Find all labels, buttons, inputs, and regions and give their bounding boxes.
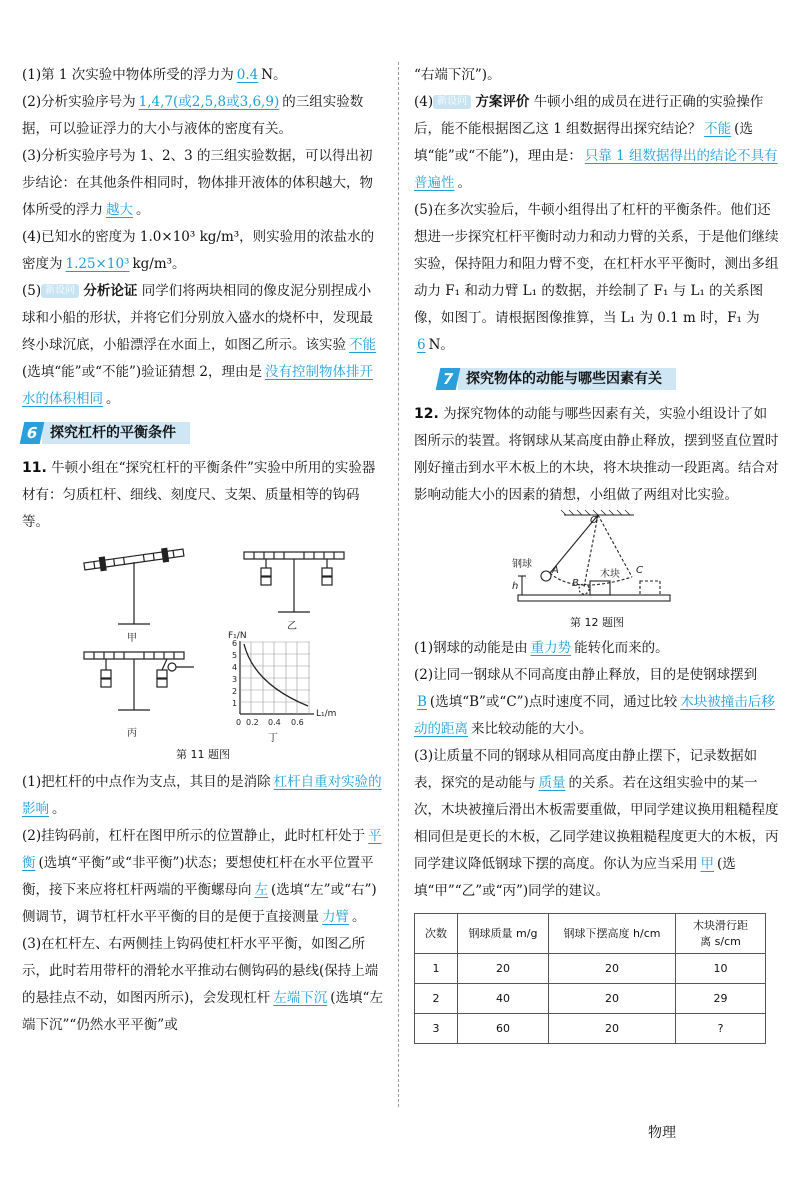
data-table (414, 913, 766, 1044)
right-column (414, 62, 780, 1044)
q10-part2: (2)分析实验序号为 1,4,7(或2,5,8或3,6,9) 的三组实验数据，可以验证浮力的大小与液体的密度有关。 (22, 94, 364, 137)
answer-blank: 不能 (349, 337, 376, 353)
table-header: 次数 (415, 914, 458, 954)
q12-intro: 12. 为探究物体的动能与哪些因素有关，实验小组设计了如图所示的装置。将钢球从某高度由静止释放，摆到竖直位置时刚好撞击到水平木板上的木块，将木块推动一段距离。结合对影响动能大小的因素的猜想，小组做了两组对比实验。 (414, 406, 779, 503)
q11-part3-tail: “右端下沉”)。 (414, 67, 501, 83)
svg-text:钢球: 钢球 (512, 559, 532, 570)
svg-text:F₁/N: F₁/N (228, 631, 247, 641)
answer-blank: 左 (254, 882, 268, 898)
svg-text:5: 5 (232, 651, 238, 660)
svg-text:6: 6 (232, 639, 238, 648)
new-question-tag: 新设问 (41, 284, 79, 298)
fig-label-bing: 丙 (127, 728, 137, 739)
graph-ding (240, 641, 314, 714)
answer-blank: 6 (417, 337, 426, 353)
table-row: 1 20 20 10 (415, 954, 766, 984)
lever-jia (84, 546, 185, 624)
answer-blank: 1,4,7(或2,5,8或3,6,9) (138, 94, 280, 110)
q11-intro: 11. 牛顿小组在“探究杠杆的平衡条件”实验中所用的实验器材有：匀质杠杆、细线、刻度尺、支架、质量相等的钩码等。 (22, 460, 376, 530)
q11-part5: (5)在多次实验后，牛顿小组得出了杠杆的平衡条件。他们还想进一步探究杠杆平衡时动力和动力臂的关系，于是他们继续实验，保持阻力和阻力臂不变，在杠杆水平平衡时，测出多组动力 F₁ 和动力臂 L₁ 的数据，并绘制了 F₁ 与 L₁ 的关系图像，如图丁。请根据图像推算，当 L₁ 为 0.1 m 时，F₁ 为6 N。 (414, 202, 779, 353)
column-divider (398, 62, 399, 1107)
svg-text:A: A (552, 565, 559, 576)
svg-text:0.6: 0.6 (291, 718, 304, 727)
answer-blank: 木块被撞击后移动的距离 (414, 694, 775, 737)
table-row: 3 60 20 ? (415, 1014, 766, 1044)
answer-blank: 质量 (538, 775, 566, 791)
answer-blank: B (417, 694, 427, 710)
svg-text:2: 2 (232, 687, 238, 696)
fig-label-ding: 丁 (268, 733, 278, 744)
figure-12 (414, 509, 780, 617)
footer-subject: 物理 (648, 1125, 676, 1141)
q10-part4: (4)已知水的密度为 1.0×10³ kg/m³，则实验用的浓盐水的密度为 1.25×10³ kg/m³。 (22, 229, 375, 272)
answer-blank: 左端下沉 (273, 990, 328, 1006)
table-header: 钢球下摆高度 h/cm (549, 914, 676, 954)
q11-part3: (3)在杠杆左、右两侧挂上钩码使杠杆水平平衡，如图乙所示，此时若用带杆的滑轮水平推动右侧钩码的悬线(保持上端的悬挂点不动，如图丙所示)，会发现杠杆 左端下沉 (选填“左端下沉”“仍然水平平衡”或 (22, 936, 383, 1033)
svg-text:0.4: 0.4 (268, 718, 281, 727)
answer-blank: 重力势 (530, 640, 572, 656)
svg-text:3: 3 (232, 675, 238, 684)
section-header-6: 6 探究杠杆的平衡条件 (22, 421, 384, 445)
q10-part3: (3)分析实验序号为 1、2、3 的三组实验数据，可以得出初步结论：在其他条件相同时，物体排开液体的体积越大，物体所受的浮力 越大 。 (22, 148, 373, 218)
table-header-row (415, 914, 766, 954)
answer-blank: 1.25×10³ (65, 256, 130, 272)
answer-blank: 不能 (704, 121, 732, 137)
left-column (22, 62, 384, 1039)
q12-part2: (2)让同一钢球从不同高度由静止释放，目的是使钢球摆到B (选填“B”或“C”)点时速度不同，通过比较 木块被撞击后移动的距离 来比较动能的大小。 (414, 667, 775, 737)
q11-part4: (4) 新设问 方案评价 牛顿小组的成员在进行正确的实验操作后，能不能根据图乙这 1 组数据得出探究结论？ 不能 (选填“能”或“不能”)，理由是： 只靠 1 组数据得出的结论不具有普遍性 。 (414, 94, 778, 191)
q12-part1: (1)钢球的动能是由 重力势 能转化而来的。 (414, 640, 669, 656)
fig-label-yi: 乙 (287, 621, 297, 632)
answer-blank: 0.4 (236, 67, 259, 83)
svg-text:4: 4 (232, 663, 238, 672)
answer-blank: 越大 (106, 202, 133, 218)
svg-text:1: 1 (232, 699, 238, 708)
fig-label-jia: 甲 (127, 633, 137, 644)
lever-yi (244, 552, 344, 612)
figure-12-caption: 第 12 题图 (570, 616, 624, 629)
svg-text:0.2: 0.2 (246, 718, 259, 727)
q10-part5: (5) 新设问 分析论证 同学们将两块相同的像皮泥分别捏成小球和小船的形状，并将它们分别放入盛水的烧杯中，发现最终小球沉底，小船漂浮在水面上，如图乙所示。该实验 不能(选填“能”或“不能”)验证猜想 2，理由是 没有控制物体排开水的体积相同 。 (22, 278, 384, 413)
svg-text:B: B (572, 578, 579, 589)
answer-blank: 只靠 1 组数据得出的结论不具有普遍性 (414, 148, 778, 191)
q10-part1: (1)第 1 次实验中物体所受的浮力为 0.4 N。 (22, 67, 287, 83)
figure-11 (22, 536, 384, 751)
svg-text:O: O (590, 515, 598, 526)
answer-blank: 甲 (700, 856, 714, 872)
section-header-7: 7 探究物体的动能与哪些因素有关 (438, 367, 780, 391)
q11-part1: (1)把杠杆的中点作为支点，其目的是消除 杠杆自重对实验的影响 。 (22, 774, 382, 817)
answer-blank: 没有控制物体排开水的体积相同 (22, 364, 374, 407)
table-header: 钢球质量 m/g (458, 914, 549, 954)
svg-text:C: C (636, 565, 643, 576)
figure-11-caption: 第 11 题图 (176, 748, 230, 761)
q11-part2: (2)挂钩码前，杠杆在图甲所示的位置静止，此时杠杆处于 平衡 (选填“平衡”或“非平衡”)状态；要想使杠杆在水平位置平衡，接下来应将杠杆两端的平衡螺母向 左 (选填“左”或“右”)侧调节，调节杠杆水平平衡的目的是便于直接测量 力臂 。 (22, 828, 382, 925)
answer-blank: 杠杆自重对实验的影响 (22, 774, 382, 817)
answer-blank: 力臂 (322, 909, 349, 925)
svg-text:0: 0 (236, 718, 242, 727)
table-row: 2 40 20 29 (415, 984, 766, 1014)
svg-text:木块: 木块 (600, 569, 620, 580)
q12-part3: (3)让质量不同的钢球从相同高度由静止摆下，记录数据如表，探究的是动能与 质量 的关系。若在这组实验中的某一次，木块被撞后滑出木板需要重做，甲同学建议换用粗糙程度相同但是更长的木板，乙同学建议换粗糙程度更大的木板，丙同学建议降低钢球下摆的高度。你认为应当采用 甲 (选填“甲”“乙”或“丙”)同学的建议。 (414, 748, 779, 899)
lever-bing (84, 652, 194, 710)
svg-text:L₁/m: L₁/m (316, 709, 337, 719)
answer-blank: 平衡 (22, 828, 382, 871)
table-header: 木块滑行距离 s/cm (676, 914, 766, 954)
new-question-tag: 新设问 (433, 95, 471, 109)
svg-text:h: h (512, 581, 519, 592)
